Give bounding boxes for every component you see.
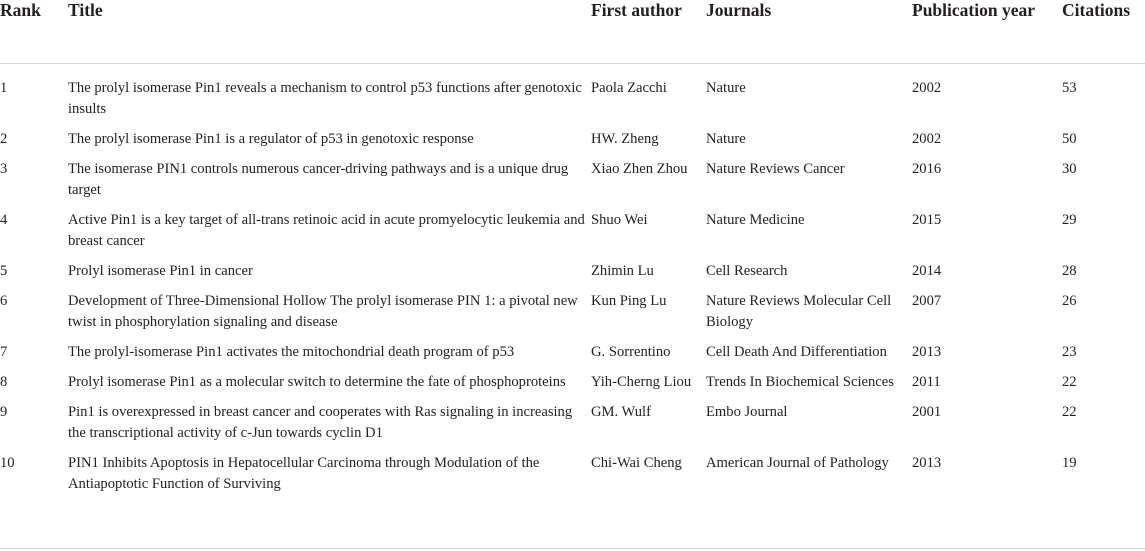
cell-first-author: Yih-Cherng Liou (591, 374, 692, 390)
cell-journal: Nature Reviews Molecular Cell Biology (706, 293, 892, 330)
cell-title: Prolyl isomerase Pin1 in cancer (68, 263, 253, 279)
cell-rank: 2 (0, 131, 8, 147)
cell-citations: 26 (1062, 293, 1077, 309)
cell-title: The prolyl isomerase Pin1 reveals a mechanism to control p53 functions after genotoxic insults (68, 80, 582, 117)
header-title: Title (68, 0, 103, 20)
cell-title: Development of Three-Dimensional Hollow The prolyl isomerase PIN 1: a pivotal new twist in phosphorylation signaling and disease (68, 293, 578, 330)
cell-year: 2013 (912, 455, 942, 471)
cell-citations: 19 (1062, 455, 1077, 471)
cell-rank: 9 (0, 404, 8, 420)
header-publication-year: Publication year (912, 0, 1035, 20)
cell-first-author: HW. Zheng (591, 131, 659, 147)
table-row (0, 363, 1145, 393)
table-row (0, 120, 1145, 150)
cell-first-author: Zhimin Lu (591, 263, 654, 279)
table-header (0, 0, 1145, 64)
cell-citations: 53 (1062, 80, 1077, 96)
cell-first-author: Shuo Wei (591, 212, 648, 228)
table-row (0, 201, 1145, 252)
cell-year: 2015 (912, 212, 942, 228)
cell-citations: 23 (1062, 344, 1077, 360)
cell-journal: Cell Research (706, 263, 788, 279)
table-body (0, 64, 1145, 496)
cell-journal: Nature (706, 80, 746, 96)
header-rank: Rank (0, 0, 41, 20)
table-row (0, 333, 1145, 363)
cell-rank: 3 (0, 161, 8, 177)
table-row (0, 282, 1145, 333)
cell-year: 2002 (912, 80, 942, 96)
table-row (0, 64, 1145, 121)
header-row (0, 0, 1145, 64)
cell-first-author: Paola Zacchi (591, 80, 667, 96)
cell-journal: Nature Medicine (706, 212, 805, 228)
cell-rank: 10 (0, 455, 15, 471)
cell-year: 2014 (912, 263, 942, 279)
cell-year: 2002 (912, 131, 942, 147)
cell-title: PIN1 Inhibits Apoptosis in Hepatocellular Carcinoma through Modulation of the Antiapoptotic Function of Surviving (68, 455, 540, 492)
cell-year: 2011 (912, 374, 941, 390)
cell-first-author: Xiao Zhen Zhou (591, 161, 688, 177)
cell-title: Prolyl isomerase Pin1 as a molecular switch to determine the fate of phosphoproteins (68, 374, 566, 390)
cell-title: The prolyl-isomerase Pin1 activates the mitochondrial death program of p53 (68, 344, 515, 360)
cell-title: The isomerase PIN1 controls numerous cancer-driving pathways and is a unique drug target (68, 161, 569, 198)
cell-rank: 6 (0, 293, 8, 309)
cell-first-author: Chi-Wai Cheng (591, 455, 682, 471)
table-row (0, 444, 1145, 495)
cell-journal: Embo Journal (706, 404, 788, 420)
cell-title: Active Pin1 is a key target of all-trans retinoic acid in acute promyelocytic leukemia and breast cancer (68, 212, 585, 249)
cell-journal: Cell Death And Differentiation (706, 344, 887, 360)
cell-year: 2013 (912, 344, 942, 360)
cell-citations: 30 (1062, 161, 1077, 177)
cell-citations: 29 (1062, 212, 1077, 228)
cell-first-author: G. Sorrentino (591, 344, 671, 360)
cell-rank: 5 (0, 263, 8, 279)
cell-year: 2016 (912, 161, 942, 177)
cell-rank: 1 (0, 80, 8, 96)
cell-journal: Trends In Biochemical Sciences (706, 374, 894, 390)
table-row (0, 393, 1145, 444)
cell-journal: Nature (706, 131, 746, 147)
cell-first-author: GM. Wulf (591, 404, 651, 420)
cell-title: Pin1 is overexpressed in breast cancer and cooperates with Ras signaling in increasing the transcriptional activity of c-Jun towards cyclin D1 (68, 404, 573, 441)
cell-journal: Nature Reviews Cancer (706, 161, 845, 177)
table-bottom-rule (0, 548, 1145, 549)
table-row (0, 150, 1145, 201)
cell-title: The prolyl isomerase Pin1 is a regulator of p53 in genotoxic response (68, 131, 474, 147)
cell-citations: 22 (1062, 404, 1077, 420)
cell-year: 2007 (912, 293, 942, 309)
cell-citations: 28 (1062, 263, 1077, 279)
header-citations: Citations (1062, 0, 1131, 20)
header-journals: Journals (706, 0, 772, 20)
cell-rank: 7 (0, 344, 8, 360)
header-first-author: First author (591, 0, 682, 20)
cell-citations: 22 (1062, 374, 1077, 390)
cell-year: 2001 (912, 404, 942, 420)
cell-first-author: Kun Ping Lu (591, 293, 667, 309)
cell-rank: 8 (0, 374, 8, 390)
cell-rank: 4 (0, 212, 8, 228)
cell-citations: 50 (1062, 131, 1077, 147)
table-row (0, 252, 1145, 282)
cell-journal: American Journal of Pathology (706, 455, 889, 471)
